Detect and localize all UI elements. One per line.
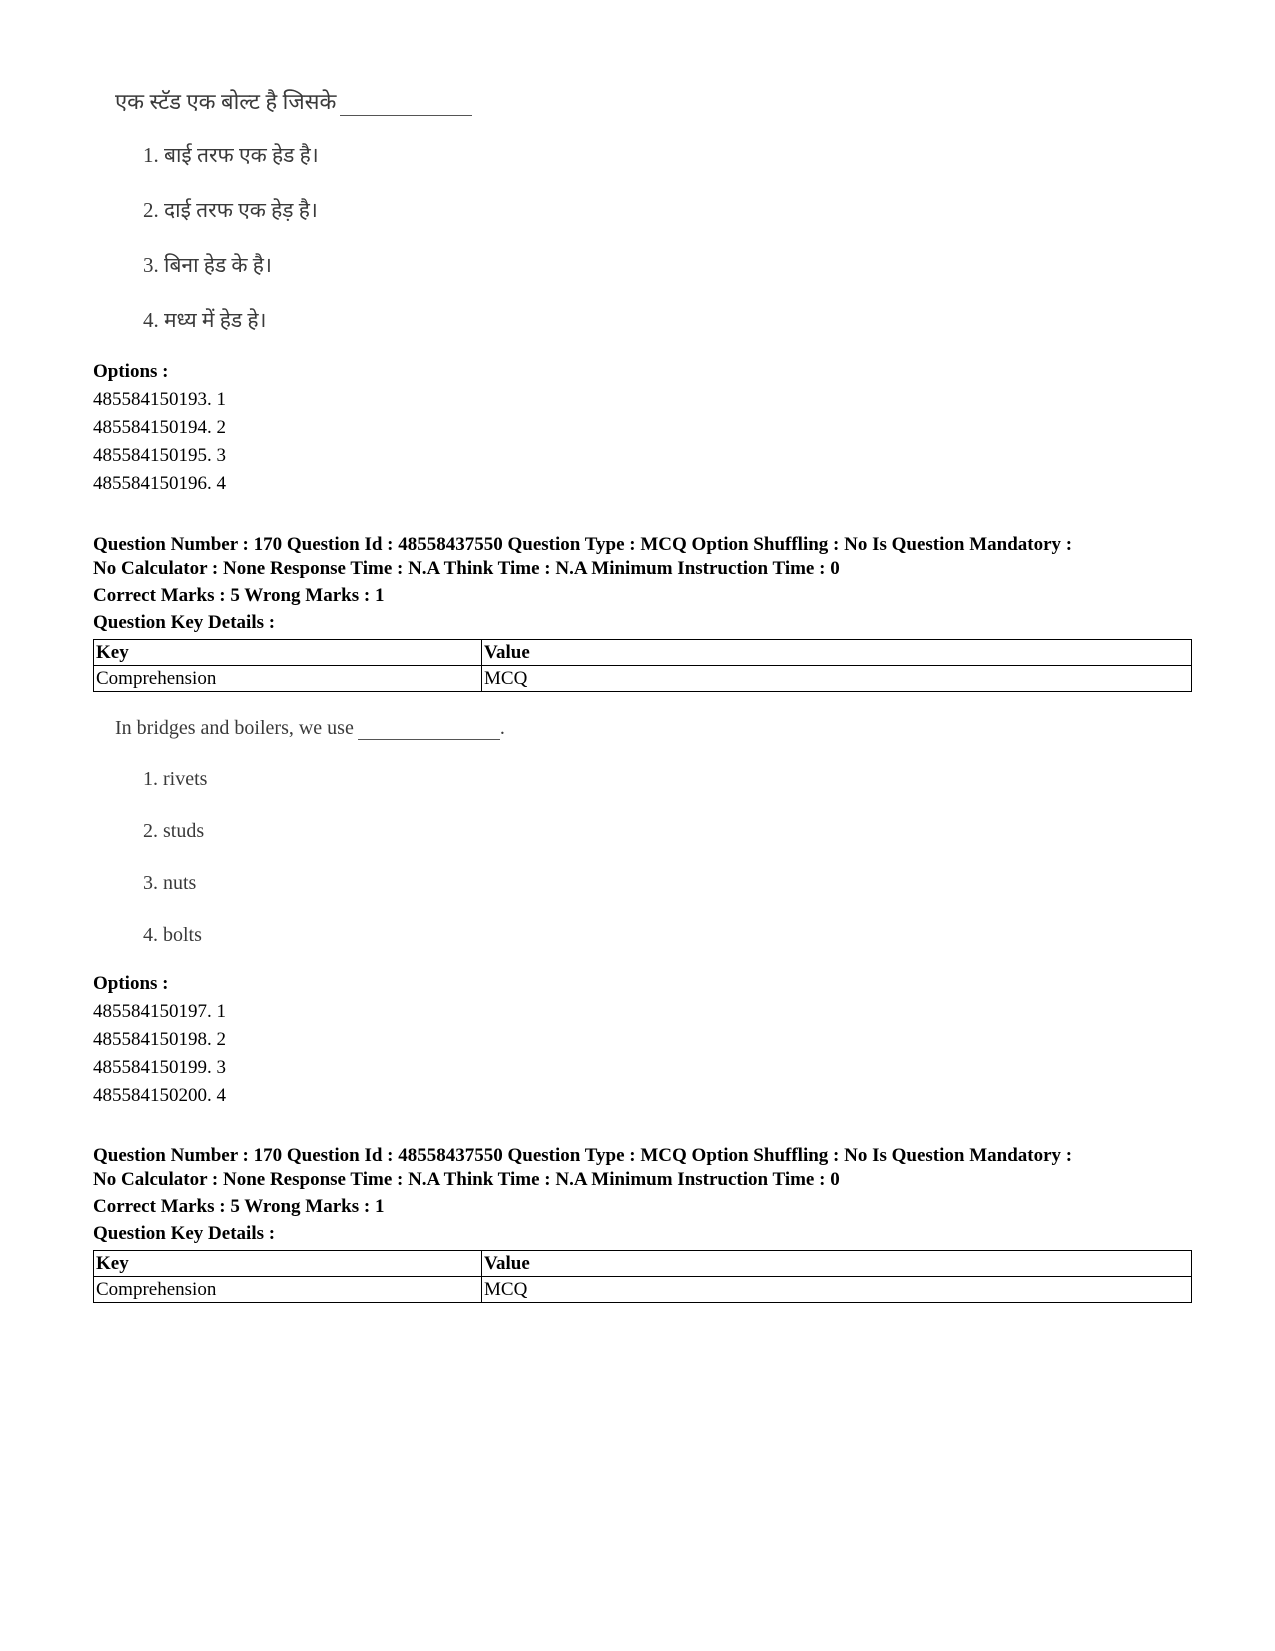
question-choice-4: 4. मध्य में हेड हे।	[143, 308, 267, 332]
table-cell-value: MCQ	[482, 1277, 1192, 1303]
table-header-key: Key	[94, 1251, 482, 1277]
question-choice-2: 2. studs	[143, 820, 205, 842]
table-header-row	[94, 1251, 1192, 1277]
question-stem	[115, 716, 555, 740]
question-meta-line2: No Calculator : None Response Time : N.A Think Time : N.A Minimum Instruction Time : 0	[93, 1169, 840, 1190]
table-header-value: Value	[482, 1251, 1192, 1277]
question-stem	[115, 86, 535, 116]
options-block-2	[93, 970, 1193, 1110]
answer-blank	[340, 89, 472, 116]
options-block-1	[93, 358, 1193, 498]
option-item: 485584150200. 4	[93, 1085, 226, 1106]
table-cell-key: Comprehension	[94, 666, 482, 692]
marks-line: Correct Marks : 5 Wrong Marks : 1	[93, 585, 385, 606]
option-item: 485584150195. 3	[93, 445, 226, 466]
option-item: 485584150196. 4	[93, 473, 226, 494]
question-meta-3	[93, 1144, 1203, 1192]
question-stem-text: एक स्टॅड एक बोल्ट है जिसके	[115, 89, 337, 114]
table-cell-value: MCQ	[482, 666, 1192, 692]
option-item: 485584150199. 3	[93, 1057, 226, 1078]
key-details-label: Question Key Details :	[93, 612, 276, 633]
table-header-key: Key	[94, 640, 482, 666]
answer-blank	[358, 716, 500, 740]
option-item: 485584150193. 1	[93, 389, 226, 410]
question-choice-1: 1. rivets	[143, 768, 208, 790]
option-item: 485584150194. 2	[93, 417, 226, 438]
question-meta-2	[93, 533, 1203, 581]
table-header-row	[94, 640, 1192, 666]
question-image-english	[115, 716, 555, 956]
key-details-table	[93, 639, 1192, 692]
question-meta-line1: Question Number : 170 Question Id : 48558437550 Question Type : MCQ Option Shuffling : No Is Question Mandatory :	[93, 1145, 1073, 1166]
option-item: 485584150198. 2	[93, 1029, 226, 1050]
option-item: 485584150197. 1	[93, 1001, 226, 1022]
question-stem-end: .	[499, 717, 505, 739]
table-header-value: Value	[482, 640, 1192, 666]
table-row	[94, 1277, 1192, 1303]
question-choice-4: 4. bolts	[143, 924, 202, 946]
question-meta-line1: Question Number : 170 Question Id : 48558437550 Question Type : MCQ Option Shuffling : No Is Question Mandatory :	[93, 534, 1073, 555]
options-label: Options :	[93, 361, 169, 382]
question-image-hindi	[115, 86, 535, 346]
options-label: Options :	[93, 973, 169, 994]
question-choice-2: 2. दाई तरफ एक हेड़ है।	[143, 198, 318, 222]
key-details-label: Question Key Details :	[93, 1223, 276, 1244]
table-row	[94, 666, 1192, 692]
marks-line: Correct Marks : 5 Wrong Marks : 1	[93, 1196, 385, 1217]
question-choice-1: 1. बाई तरफ एक हेड है।	[143, 143, 319, 167]
question-meta-line2: No Calculator : None Response Time : N.A Think Time : N.A Minimum Instruction Time : 0	[93, 558, 840, 579]
key-details-table	[93, 1250, 1192, 1303]
question-choice-3: 3. nuts	[143, 872, 197, 894]
table-cell-key: Comprehension	[94, 1277, 482, 1303]
question-choice-3: 3. बिना हेड के है।	[143, 253, 272, 277]
question-stem-text: In bridges and boilers, we use	[115, 717, 354, 739]
